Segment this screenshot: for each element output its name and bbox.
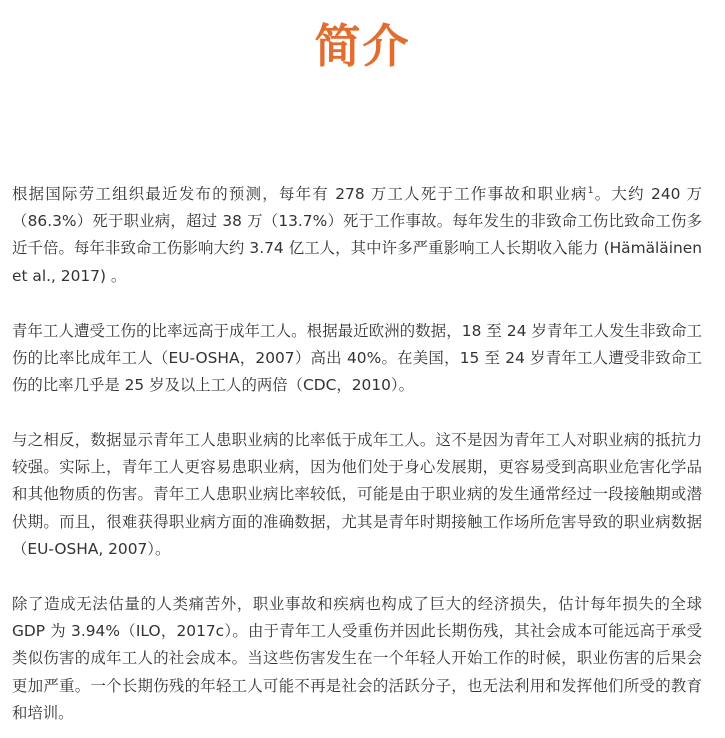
page-title: 简介 bbox=[314, 19, 411, 73]
paragraph-3: 与之相反，数据显示青年工人患职业病的比率低于成年工人。这不是因为青年工人对职业病的抵抗力较强。实际上，青年工人更容易患职业病，因为他们处于身心发展期，更容易受到高职业危害化学品和其他物质的伤害。青年工人患职业病比率较低，可能是由于职业病的发生通常经过一段接触期或潜伏期。而且，很难获得职业病方面的准确数据，尤其是青年时期接触工作场所危害导致的职业病数据（EU-OSHA, 2007）。 bbox=[12, 431, 702, 558]
paragraph-2: 青年工人遭受工伤的比率远高于成年工人。根据最近欧洲的数据，18 至 24 岁青年工人发生非致命工伤的比率比成年工人（EU-OSHA，2007）高出 40%。在美国，15 至 24 岁青年工人遭受非致命工伤的比率几乎是 25 岁及以上工人的两倍（CDC，2010）。 bbox=[12, 322, 702, 395]
paragraph-1 bbox=[12, 181, 702, 290]
paragraph-1-text: 根据国际劳工组织最近发布的预测，每年有 278 万工人死于工作事故和职业病 bbox=[12, 185, 588, 203]
footnote-marker[interactable]: 1 bbox=[587, 185, 594, 196]
paragraph-1-text-continued: 。大约 240 万（86.3%）死于职业病，超过 38 万（13.7%）死于工作事故。每年发生的非致命工伤比致命工伤多近千倍。每年非致命工伤影响大约 3.74 亿工人，其中许多严重影响工人长期收入能力 (Hämäläinen et al., 2017) 。 bbox=[12, 185, 702, 285]
paragraph-4: 除了造成无法估量的人类痛苦外，职业事故和疾病也构成了巨大的经济损失，估计每年损失的全球 GDP 为 3.94%（ILO，2017c）。由于青年工人受重伤并因此长期伤残，其社会成本可能远高于承受类似伤害的成年工人的社会成本。当这些伤害发生在一个年轻人开始工作的时候，职业伤害的后果会更加严重。一个长期伤残的年轻工人可能不再是社会的活跃分子，也无法利用和发挥他们所受的教育和培训。 bbox=[12, 595, 702, 722]
